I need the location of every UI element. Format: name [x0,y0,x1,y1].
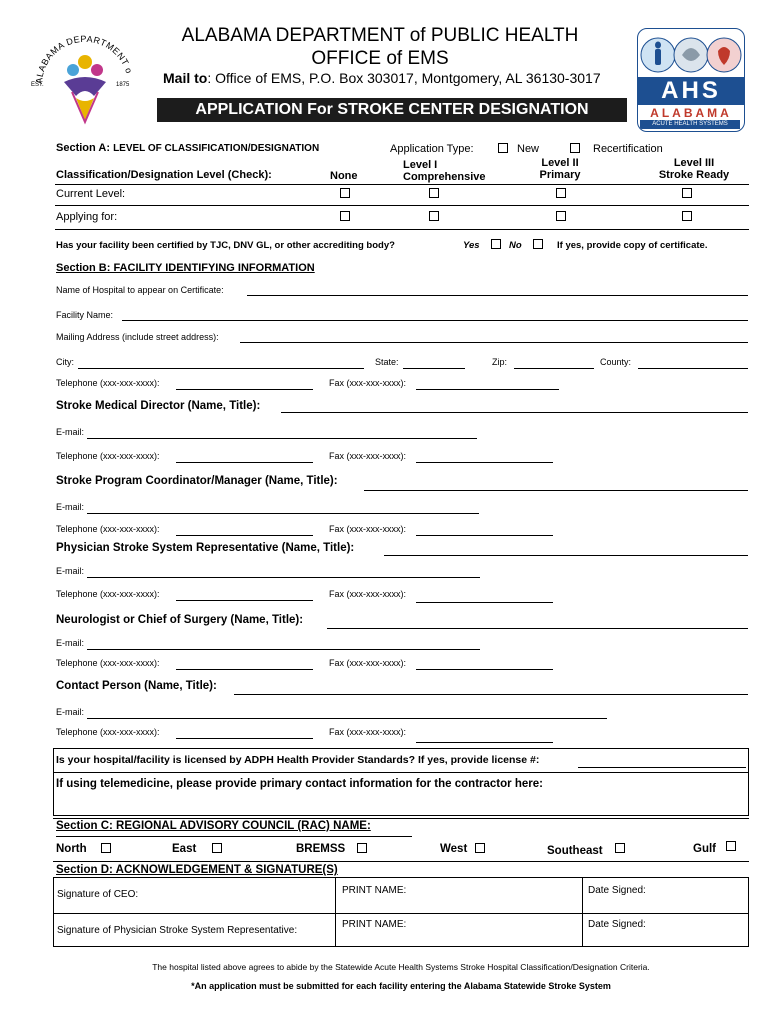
ceo-print-name-field[interactable] [338,880,580,910]
physician-date-label: Date Signed: [588,919,646,930]
physician-signature-label: Signature of Physician Stroke System Representative: [57,925,298,936]
certified-question: Has your facility been certified by TJC, DNV GL, or other accrediting body? [56,240,395,251]
ceo-print-name-label: PRINT NAME: [342,885,407,896]
director-fax-field[interactable] [416,462,553,463]
section-a-title [56,142,319,154]
neurologist-telephone-field[interactable] [176,669,313,670]
rac-bremss-checkbox[interactable] [357,843,367,853]
neurologist-email-field[interactable] [87,649,480,650]
physician-fax-label: Fax (xxx-xxx-xxxx): [329,589,406,599]
certified-yes-checkbox[interactable] [491,239,501,249]
zip-label: Zip: [492,357,508,367]
current-level-label: Current Level: [56,188,126,200]
ahs-letters: AHS [638,77,744,105]
mail-address: : Office of EMS, P.O. Box 303017, Montgomery, AL 36130-3017 [207,70,601,86]
license-number-field[interactable] [578,767,746,768]
app-type-recert-label: Recertification [593,143,663,155]
physician-label: Physician Stroke System Representative (Name, Title): [56,542,355,554]
contact-telephone-field[interactable] [176,738,313,739]
contact-email-label: E-mail: [56,707,85,717]
rac-southeast-checkbox[interactable] [615,843,625,853]
rac-gulf-checkbox[interactable] [726,841,736,851]
neurologist-fax-label: Fax (xxx-xxx-xxxx): [329,658,406,668]
app-type-new-label: New [517,143,540,155]
col-level1-line1: Level I [403,159,438,171]
col-level3-line1: Level III [673,157,715,169]
coordinator-fax-field[interactable] [416,535,553,536]
physician-field[interactable] [384,555,748,556]
certified-yes-label: Yes [463,240,480,251]
hospital-name-field[interactable] [247,295,748,296]
director-email-label: E-mail: [56,427,85,437]
ceo-signature-field[interactable] [148,880,333,910]
seal-year: 1875 [116,82,130,88]
contact-email-field[interactable] [87,718,607,719]
app-type-label: Application Type: [390,143,474,155]
mailing-address-label: Mailing Address (include street address): [56,332,219,342]
physician-fax-field[interactable] [416,602,553,603]
apply-level3-checkbox[interactable] [682,211,692,221]
rac-gulf-label: Gulf [693,843,716,855]
section-b-title: Section B: FACILITY IDENTIFYING INFORMATION [56,262,315,274]
svg-text:ALABAMA DEPARTMENT of PUBLIC H [28,22,134,84]
mail-to-label: Mail to [163,70,208,86]
physician-email-field[interactable] [87,577,480,578]
rac-name-field[interactable] [56,836,412,837]
telemed-field[interactable] [56,794,746,814]
classification-label: Classification/Designation Level (Check): [56,169,272,181]
ceo-date-field[interactable] [585,880,745,910]
contact-field[interactable] [234,694,748,695]
physician-date-field[interactable] [585,916,745,945]
ceo-date-label: Date Signed: [588,885,646,896]
certified-no-label: No [509,240,522,251]
agreement-text: The hospital listed above agrees to abide by the Statewide Acute Health Systems Stroke Hospital Classification/Designation Criteria. [152,962,650,972]
applying-for-label: Applying for: [56,211,118,223]
county-label: County: [600,357,632,367]
facility-name-label: Facility Name: [56,310,114,320]
current-none-checkbox[interactable] [340,188,350,198]
neurologist-label: Neurologist or Chief of Surgery (Name, Title): [56,614,304,626]
neurologist-fax-field[interactable] [416,669,553,670]
apply-level2-checkbox[interactable] [556,211,566,221]
header-title-line2: OFFICE of EMS [311,48,449,69]
state-label: State: [375,357,399,367]
physician-signature-field[interactable] [298,916,333,945]
state-field[interactable] [403,368,465,369]
ahs-logo [637,28,745,132]
adph-seal-icon [28,22,140,134]
physician-telephone-field[interactable] [176,600,313,601]
physician-print-name-field[interactable] [338,916,580,945]
physician-telephone-label: Telephone (xxx-xxx-xxxx): [56,589,160,599]
director-email-field[interactable] [87,438,477,439]
neurologist-email-label: E-mail: [56,638,85,648]
certified-no-checkbox[interactable] [533,239,543,249]
contact-telephone-label: Telephone (xxx-xxx-xxxx): [56,727,160,737]
rac-east-label: East [172,843,197,855]
county-field[interactable] [638,368,748,369]
contact-fax-label: Fax (xxx-xxx-xxxx): [329,727,406,737]
adph-seal [28,22,140,134]
director-telephone-label: Telephone (xxx-xxx-xxxx): [56,451,160,461]
hospital-name-label: Name of Hospital to appear on Certificate: [56,285,224,295]
rac-north-checkbox[interactable] [101,843,111,853]
seal-arc-text: ALABAMA DEPARTMENT o [33,33,135,85]
section-d-title: Section D: ACKNOWLEDGEMENT & SIGNATURE(S) [56,864,338,876]
ahs-anatomy-icon [638,31,744,79]
col-level1-line2: Comprehensive [403,171,486,183]
col-none: None [330,170,358,182]
ahs-alabama: ALABAMA [650,106,732,120]
rac-east-checkbox[interactable] [212,843,222,853]
city-field[interactable] [78,368,364,369]
mailing-address-field[interactable] [240,342,748,343]
facility-telephone-label: Telephone (xxx-xxx-xxxx): [56,378,160,388]
section-a-heading: LEVEL OF CLASSIFICATION/DESIGNATION [113,143,320,154]
facility-fax-field[interactable] [416,389,559,390]
footnote: *An application must be submitted for each facility entering the Alabama Statewide Stroke System [191,981,611,991]
app-type-new-checkbox[interactable] [498,143,508,153]
col-level3-line2: Stroke Ready [658,169,730,181]
certified-if-yes: If yes, provide copy of certificate. [557,240,708,251]
zip-field[interactable] [514,368,594,369]
current-level3-checkbox[interactable] [682,188,692,198]
director-label: Stroke Medical Director (Name, Title): [56,400,261,412]
ceo-signature-label: Signature of CEO: [57,889,139,900]
city-label: City: [56,357,74,367]
ahs-subtitle: ACUTE HEALTH SYSTEMS [640,120,740,129]
neurologist-telephone-label: Telephone (xxx-xxx-xxxx): [56,658,160,668]
rac-north-label: North [56,843,87,855]
current-level1-checkbox[interactable] [429,188,439,198]
rac-southeast-label: Southeast [547,845,603,857]
facility-name-field[interactable] [122,320,748,321]
rac-west-label: West [440,843,468,855]
facility-fax-label: Fax (xxx-xxx-xxxx): [329,378,406,388]
current-level2-checkbox[interactable] [556,188,566,198]
app-type-recert-checkbox[interactable] [570,143,580,153]
telemed-question: If using telemedicine, please provide primary contact information for the contractor here: [56,778,543,790]
coordinator-telephone-field[interactable] [176,535,313,536]
rac-west-checkbox[interactable] [475,843,485,853]
contact-fax-field[interactable] [416,742,553,743]
apply-level1-checkbox[interactable] [429,211,439,221]
col-level2-line2: Primary [539,169,581,181]
director-telephone-field[interactable] [176,462,313,463]
facility-telephone-field[interactable] [176,389,313,390]
director-fax-label: Fax (xxx-xxx-xxxx): [329,451,406,461]
section-c-title: Section C: REGIONAL ADVISORY COUNCIL (RAC) NAME: [56,820,371,832]
section-a-label: Section A: [56,142,110,154]
header-title-line1: ALABAMA DEPARTMENT of PUBLIC HEALTH [181,25,579,46]
coordinator-email-label: E-mail: [56,502,85,512]
license-question: Is your hospital/facility is licensed by ADPH Health Provider Standards? If yes, provide license #: [56,754,540,766]
apply-none-checkbox[interactable] [340,211,350,221]
coordinator-field[interactable] [364,490,748,491]
seal-est: EST. [31,82,44,88]
rac-bremss-label: BREMSS [296,843,346,855]
coordinator-email-field[interactable] [87,513,479,514]
coordinator-telephone-label: Telephone (xxx-xxx-xxxx): [56,524,160,534]
physician-email-label: E-mail: [56,566,85,576]
mail-to-line [163,70,601,86]
contact-label: Contact Person (Name, Title): [56,680,217,692]
neurologist-field[interactable] [327,628,748,629]
director-field[interactable] [281,412,748,413]
coordinator-fax-label: Fax (xxx-xxx-xxxx): [329,524,406,534]
coordinator-label: Stroke Program Coordinator/Manager (Name, Title): [56,475,338,487]
physician-print-name-label: PRINT NAME: [342,919,407,930]
title-banner: APPLICATION For STROKE CENTER DESIGNATION [157,98,627,122]
col-level2-line1: Level II [541,157,579,169]
